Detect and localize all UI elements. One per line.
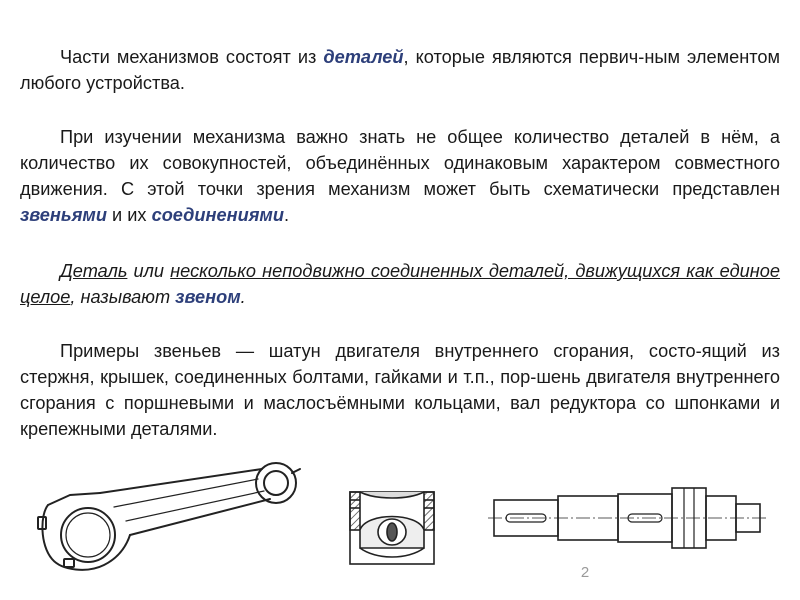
term-links: звеньями (20, 205, 107, 225)
term-joints: соединениями (151, 205, 284, 225)
p4-text: Примеры звеньев — шатун двигателя внутреннего сгорания, состо-ящий из стержня, крышек, соединенных болтами, гайками и т.п., пор-шень двигателя внутреннего сгорания с поршневыми и маслосъёмными кольцами, вал редуктора со шпонками и крепежными деталями. (20, 341, 780, 439)
def-after: . (240, 287, 246, 307)
shaft-figure (488, 486, 768, 550)
paragraph-links-and-joints (20, 124, 780, 228)
p2-text-before: При изучении механизма важно знать не общее количество деталей в нём, а количество их совокупностей, объединённых одинаковым характером совместного движения. С этой точки зрения механизм может быть схематически представлен (20, 127, 780, 199)
p1-text-after: , которые являются первич-ным элементом любого устройства. (20, 47, 780, 93)
piston-figure (346, 488, 438, 568)
paragraph-link-definition (20, 258, 780, 310)
term-link: звеном (175, 287, 241, 307)
def-part-several: несколько неподвижно соединенных деталей, движущихся как единое целое (20, 261, 781, 307)
p2-text-after: . (283, 205, 290, 225)
connecting-rod-figure (30, 455, 310, 575)
p2-text-middle: и их (107, 205, 152, 225)
def-sep: или (127, 261, 171, 281)
page-number: 2 (580, 564, 590, 581)
def-mid: , называют (70, 287, 176, 307)
term-details: деталей (323, 47, 404, 67)
def-part-detail: Деталь (60, 261, 128, 281)
paragraph-examples (20, 338, 780, 442)
p1-text-before: Части механизмов состоят из (60, 47, 324, 67)
paragraph-parts-of-mechanism (20, 44, 780, 96)
